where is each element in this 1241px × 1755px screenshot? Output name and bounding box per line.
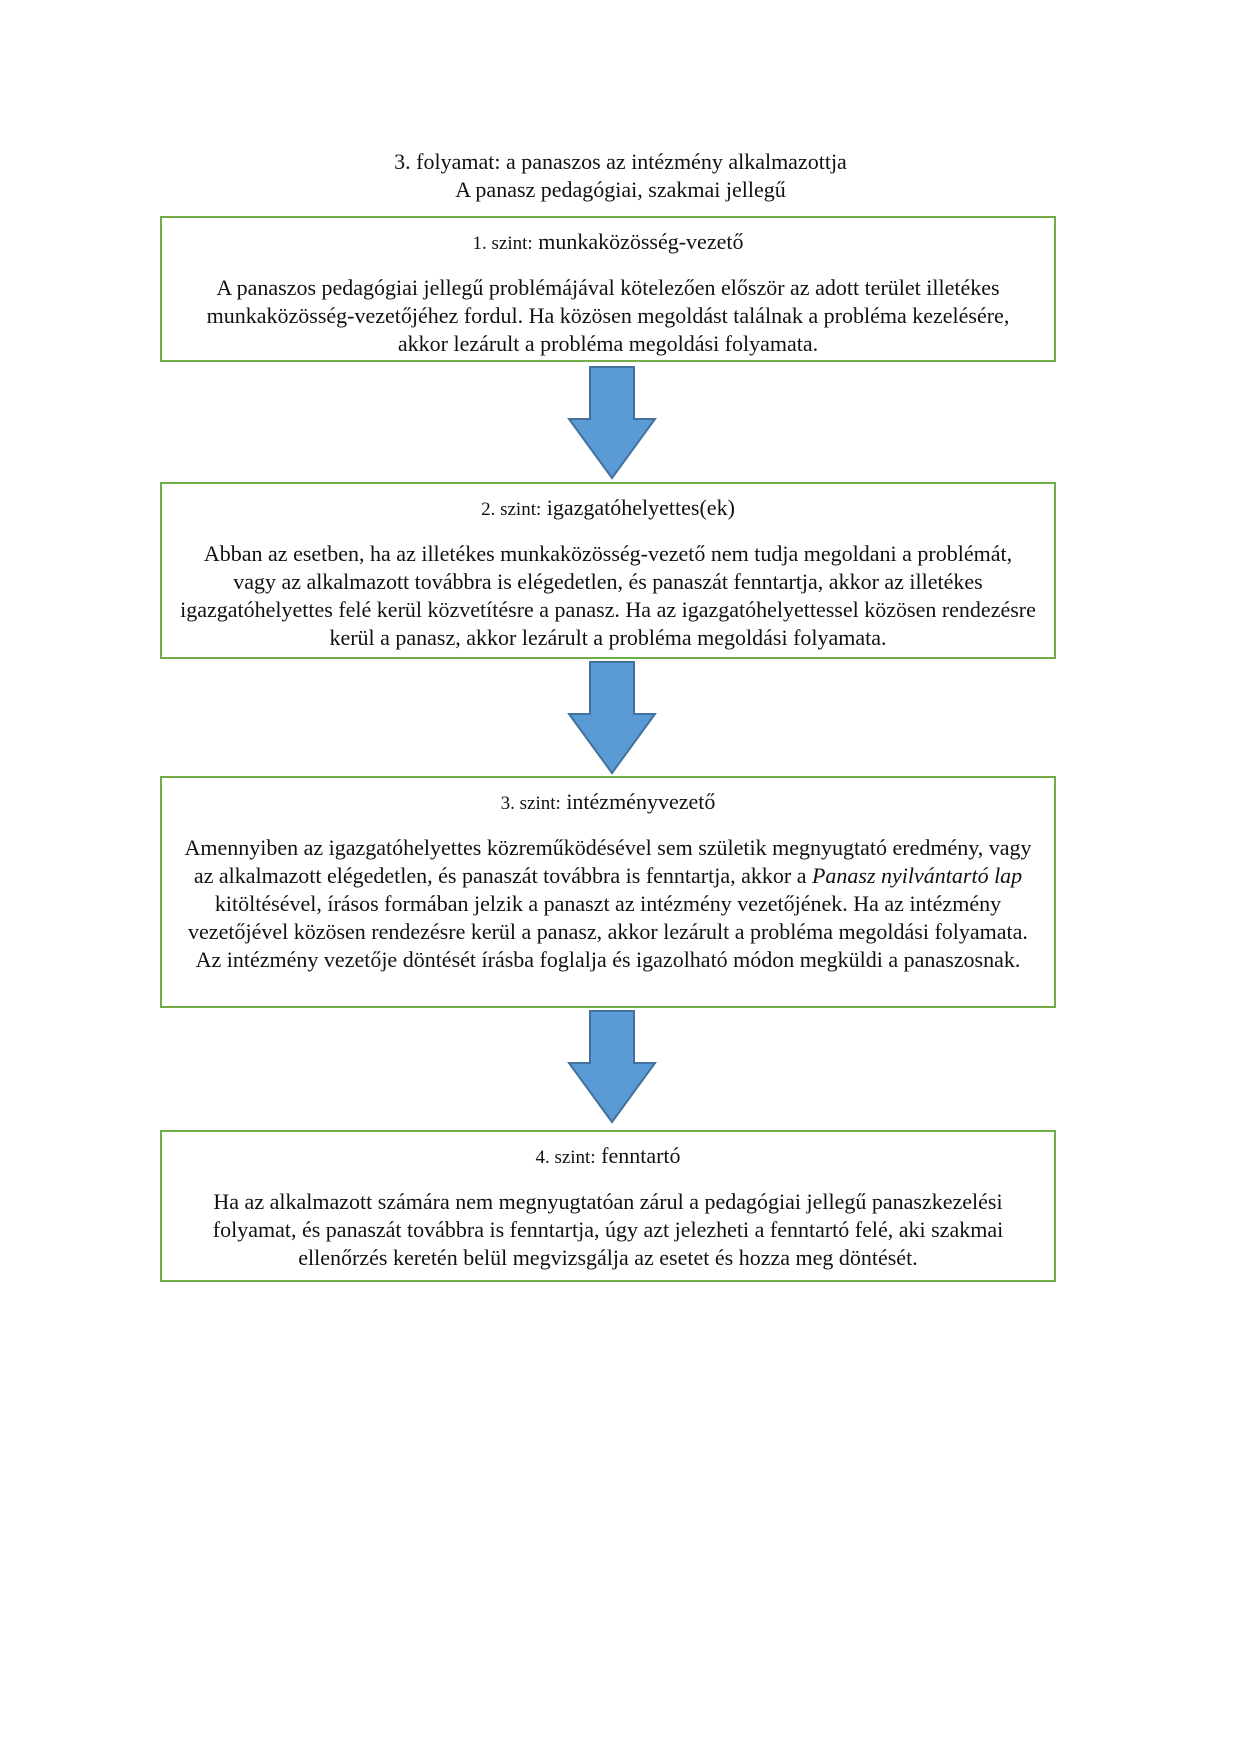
process-title	[0, 148, 1241, 204]
arrow-down-icon	[567, 1010, 657, 1125]
level-2-role: igazgatóhelyettes(ek)	[546, 495, 735, 520]
process-title-line-1: 3. folyamat: a panaszos az intézmény alkalmazottja	[394, 149, 847, 174]
level-3-role: intézményvezető	[566, 789, 716, 814]
level-4-role: fenntartó	[601, 1143, 681, 1168]
level-3-description	[180, 834, 1036, 974]
arrow-down-2	[567, 661, 657, 776]
level-2-heading	[180, 494, 1036, 524]
arrow-down-3	[567, 1010, 657, 1125]
level-4-heading	[180, 1142, 1036, 1172]
level-1-box	[160, 216, 1056, 362]
level-2-number: 2. szint:	[481, 499, 542, 520]
level-3-box	[160, 776, 1056, 1008]
level-3-text-end: kitöltésével, írásos formában jelzik a panaszt az intézmény vezetőjének. Ha az intézmény vezetőjével közösen rendezésre kerül a panasz, akkor lezárult a probléma megoldási folyamata. Az intézmény vezetője döntését írásba foglalja és igazolható módon megküldi a panaszosnak.	[188, 891, 1028, 972]
level-4-description: Ha az alkalmazott számára nem megnyugtatóan zárul a pedagógiai jellegű panaszkezelési folyamat, és panaszát továbbra is fenntartja, úgy azt jelezheti a fenntartó felé, aki szakmai ellenőrzés keretén belül megvizsgálja az esetet és hozza meg döntését.	[212, 1189, 1004, 1270]
arrow-down-icon	[567, 661, 657, 776]
arrow-down-1	[567, 366, 657, 481]
level-1-role: munkaközösség-vezető	[538, 229, 744, 254]
arrow-down-icon	[567, 366, 657, 481]
level-1-number: 1. szint:	[472, 233, 533, 254]
level-4-number: 4. szint:	[535, 1147, 596, 1168]
form-name-reference: Panasz nyilvántartó lap	[811, 863, 1023, 888]
level-3-text-start: Amennyiben az igazgatóhelyettes közreműködésével sem születik megnyugtató eredmény, vagy az alkalmazott elégedetlen, és panaszát továbbra is fenntartja, akkor a	[184, 835, 1032, 888]
level-4-box	[160, 1130, 1056, 1282]
level-3-number: 3. szint:	[500, 793, 561, 814]
level-1-description: A panaszos pedagógiai jellegű problémájával kötelezően először az adott terület illetékes munkaközösség-vezetőjéhez fordul. Ha közösen megoldást találnak a probléma kezelésére, akkor lezárult a probléma megoldási folyamata.	[206, 275, 1010, 356]
level-2-box	[160, 482, 1056, 659]
level-1-heading	[180, 228, 1036, 258]
level-2-description: Abban az esetben, ha az illetékes munkaközösség-vezető nem tudja megoldani a problémát, vagy az alkalmazott továbbra is elégedetlen, és panaszát fenntartja, akkor az illetékes igazgatóhelyettes felé kerül közvetítésre a panasz. Ha az igazgatóhelyettessel közösen rendezésre kerül a panasz, akkor lezárult a probléma megoldási folyamata.	[180, 541, 1036, 650]
process-title-line-2: A panasz pedagógiai, szakmai jellegű	[455, 177, 786, 202]
level-3-heading	[180, 788, 1036, 818]
